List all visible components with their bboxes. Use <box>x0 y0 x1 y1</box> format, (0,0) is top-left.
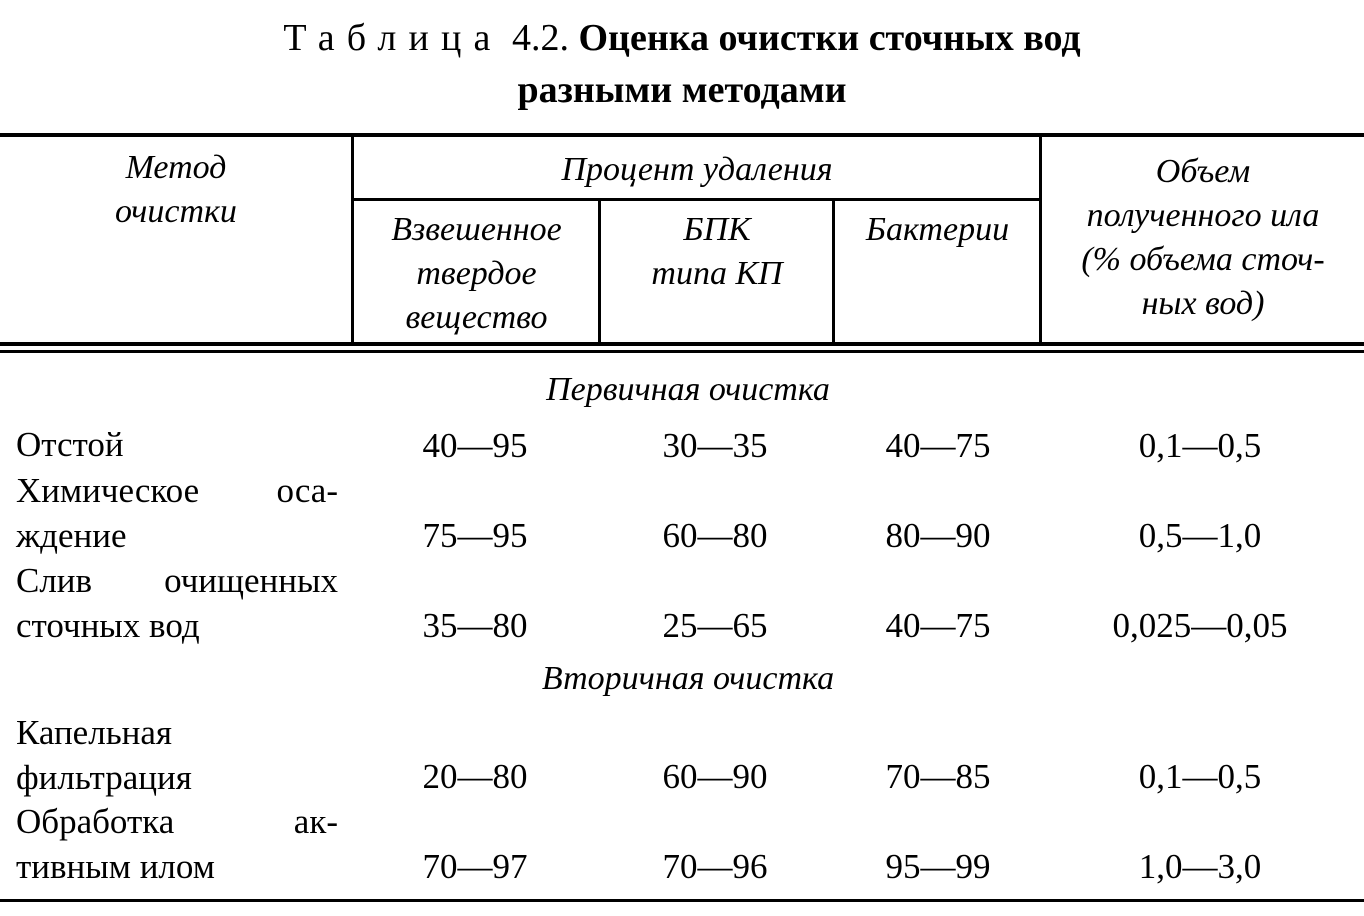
header-sludge <box>1042 150 1364 326</box>
header-removal-group: Процент удаления <box>561 151 833 188</box>
table-number: 4.2. <box>512 17 569 59</box>
cell-suspended: 70—97 <box>422 847 528 886</box>
section-secondary-title: Вторичная очистка <box>541 660 835 697</box>
row-method-line: Химическое оса- <box>16 471 338 510</box>
row-method-line: Отстой <box>16 425 124 464</box>
row-method-line: Слив очищенных <box>16 561 338 600</box>
cell-sludge: 0,1—0,5 <box>1138 426 1262 465</box>
header-bpk-line2: типа КП <box>651 255 783 292</box>
header-bottom-rule-1 <box>0 342 1364 346</box>
row-method-line: тивным илом <box>16 847 215 886</box>
cell-suspended: 75—95 <box>422 516 528 555</box>
header-bpk-line1: БПК <box>683 211 751 248</box>
row-method-line: Капельная <box>16 713 173 752</box>
header-method <box>0 146 352 234</box>
table-caption-line1: Оценка очистки сточных вод <box>578 17 1081 59</box>
header-method-line2: очистки <box>115 193 237 230</box>
header-bacteria: Бактерии <box>865 211 1010 248</box>
row-method <box>16 422 338 467</box>
cell-bacteria: 40—75 <box>885 426 991 465</box>
row-method <box>16 468 338 558</box>
cell-bpk: 30—35 <box>662 426 768 465</box>
cell-bpk: 60—90 <box>662 757 768 796</box>
cell-bpk: 70—96 <box>662 847 768 886</box>
header-suspended-line3: вещество <box>405 299 548 336</box>
row-method-line: фильтрация <box>16 758 192 797</box>
table-caption-line2: разными методами <box>517 69 847 111</box>
row-method-line: Обработка ак- <box>16 802 338 841</box>
row-method-line: сточных вод <box>16 606 200 645</box>
header-suspended <box>353 208 600 340</box>
header-sludge-line3: (% объема сточ- <box>1081 241 1325 278</box>
cell-sludge: 0,025—0,05 <box>1112 606 1288 645</box>
header-suspended-line2: твердое <box>416 255 537 292</box>
row-method <box>16 558 338 648</box>
table-bottom-rule <box>0 899 1364 902</box>
header-method-line1: Метод <box>125 149 227 186</box>
table-title <box>0 14 1364 62</box>
cell-sludge: 1,0—3,0 <box>1138 847 1262 886</box>
cell-bacteria: 70—85 <box>885 757 991 796</box>
header-sludge-line1: Объем <box>1155 153 1251 190</box>
row-method-line: ждение <box>16 516 127 555</box>
group-rule <box>352 198 1042 201</box>
cell-bacteria: 80—90 <box>885 516 991 555</box>
header-top-rule <box>0 133 1364 137</box>
cell-sludge: 0,5—1,0 <box>1138 516 1262 555</box>
row-method <box>16 710 338 800</box>
table-label: Таблица <box>283 17 503 59</box>
header-sludge-line2: полученного ила <box>1086 197 1320 234</box>
cell-sludge: 0,1—0,5 <box>1138 757 1262 796</box>
cell-bacteria: 40—75 <box>885 606 991 645</box>
cell-bacteria: 95—99 <box>885 847 991 886</box>
section-primary-title: Первичная очистка <box>546 371 830 408</box>
cell-suspended: 20—80 <box>422 757 528 796</box>
cell-suspended: 40—95 <box>422 426 528 465</box>
cell-suspended: 35—80 <box>422 606 528 645</box>
cell-bpk: 60—80 <box>662 516 768 555</box>
header-bpk <box>600 208 834 296</box>
header-sludge-line4: ных вод) <box>1141 285 1265 322</box>
header-suspended-line1: Взвешенное <box>391 211 562 248</box>
header-bottom-rule-2 <box>0 350 1364 353</box>
row-method <box>16 799 338 889</box>
cell-bpk: 25—65 <box>662 606 768 645</box>
